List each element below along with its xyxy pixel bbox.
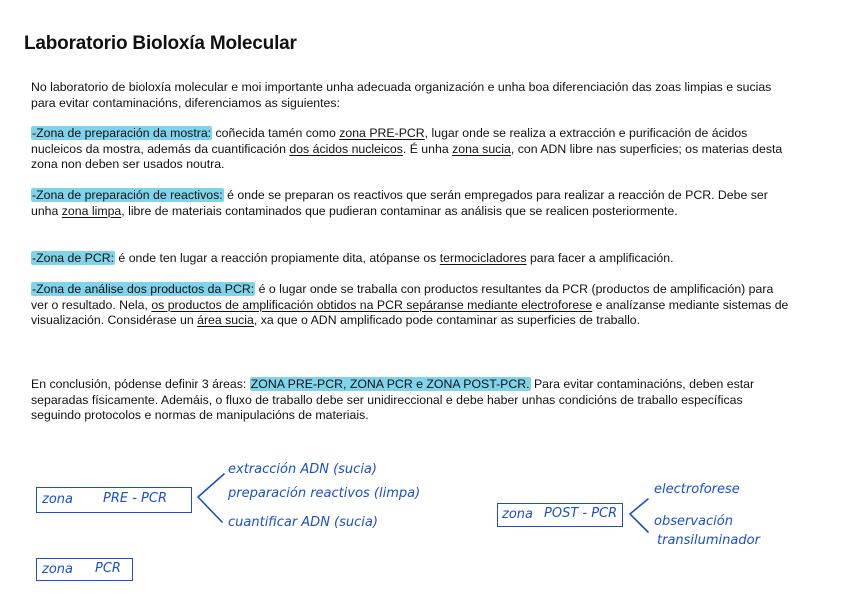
zone-text: é o lugar onde se traballa con productos resultantes da PCR (productos de amplificación) para ver o resultado. Nela, [31,282,774,312]
zone-name-highlight: -Zona de preparación da mostra: [32,126,212,140]
pre-pcr-item-quantify: cuantificar ADN (sucia) [228,515,378,530]
zone-text: , lugar onde se realiza a extracción e purificación de ácidos nucleicos da mostra, además da cuantificación [31,126,748,156]
pre-pcr-label: PRE - PCR [103,491,167,506]
post-pcr-item-transilluminator: transiluminador [657,533,760,548]
pre-pcr-item-reagents: preparación reactivos (limpa) [228,486,421,501]
post-pcr-zona-label: zona [502,507,533,522]
conclusion-text: En conclusión, pódense definir 3 áreas: [31,377,250,391]
underlined-term: os productos de amplificación obtidos na PCR sepáranse mediante electroforese [151,297,593,312]
zone-text: para facer a amplificación. [526,251,674,265]
zone-text: . É unha [402,141,453,156]
pre-pcr-bracket [198,474,224,522]
zone-text: é onde se preparan os reactivos que serán empregados para realizar a reacción de PCR. Debe ser unha [31,188,768,218]
zone-text: , xa que o ADN amplificado pode contaminar as superficies de traballo. [253,313,641,328]
post-pcr-bracket [630,499,648,532]
zone-name-highlight: -Zona de PCR: [32,251,115,265]
pre-pcr-zona-label: zona [42,492,73,507]
underlined-term: dos ácidos nucleicos [289,141,403,156]
zone-text: coñecida tamén como [212,126,340,140]
page-title: Laboratorio Bioloxía Molecular [24,33,297,54]
post-pcr-label: POST - PCR [544,506,618,521]
zone-name-highlight: -Zona de análise dos productos da PCR: [32,282,255,296]
conclusion-highlight: ZONA PRE-PCR, ZONA PCR e ZONA POST-PCR. [250,377,530,391]
zone-name-highlight: -Zona de preparación de reactivos: [32,188,223,202]
pcr-zona-label: zona [42,562,73,577]
conclusion-text: Para evitar contaminacións, deben estar separadas físicamente. Ademáis, o fluxo de traballo debe ser unidireccional e debe haber unhas condicións de traballo específicas seguindo protocolos e normas de manipulacións de materiais. [31,377,755,423]
underlined-term: zona sucia [452,141,511,156]
zone-text: e analízanse mediante sistemas de visualización. Considérase un [31,297,789,328]
underlined-term: área sucia [197,313,254,328]
zone-text: , con ADN libre nas superficies; os materias desta zona non deben ser usados noutra. [31,141,783,172]
post-pcr-item-electrophoresis: electroforese [654,482,740,497]
intro-text: No laboratorio de bioloxía molecular e moi importante unha adecuada organización e unha boa diferenciación das zoas limpias e sucias para evitar contaminacións, diferenciamos as siguientes: [31,80,772,110]
underlined-term: zona PRE-PCR [339,126,425,140]
zone-text: , libre de materiais contaminados que pudieran contaminar as análisis que se realicen posteriormente. [121,203,678,218]
zone-text: é onde ten lugar a reacción propiamente dita, atópanse os [115,251,440,265]
pre-pcr-item-extraction: extracción ADN (sucia) [228,462,377,477]
underlined-term: termocicladores [439,251,527,265]
underlined-term: zona limpa [61,203,122,218]
pcr-label: PCR [95,561,121,576]
post-pcr-item-observation: observación [654,514,733,529]
